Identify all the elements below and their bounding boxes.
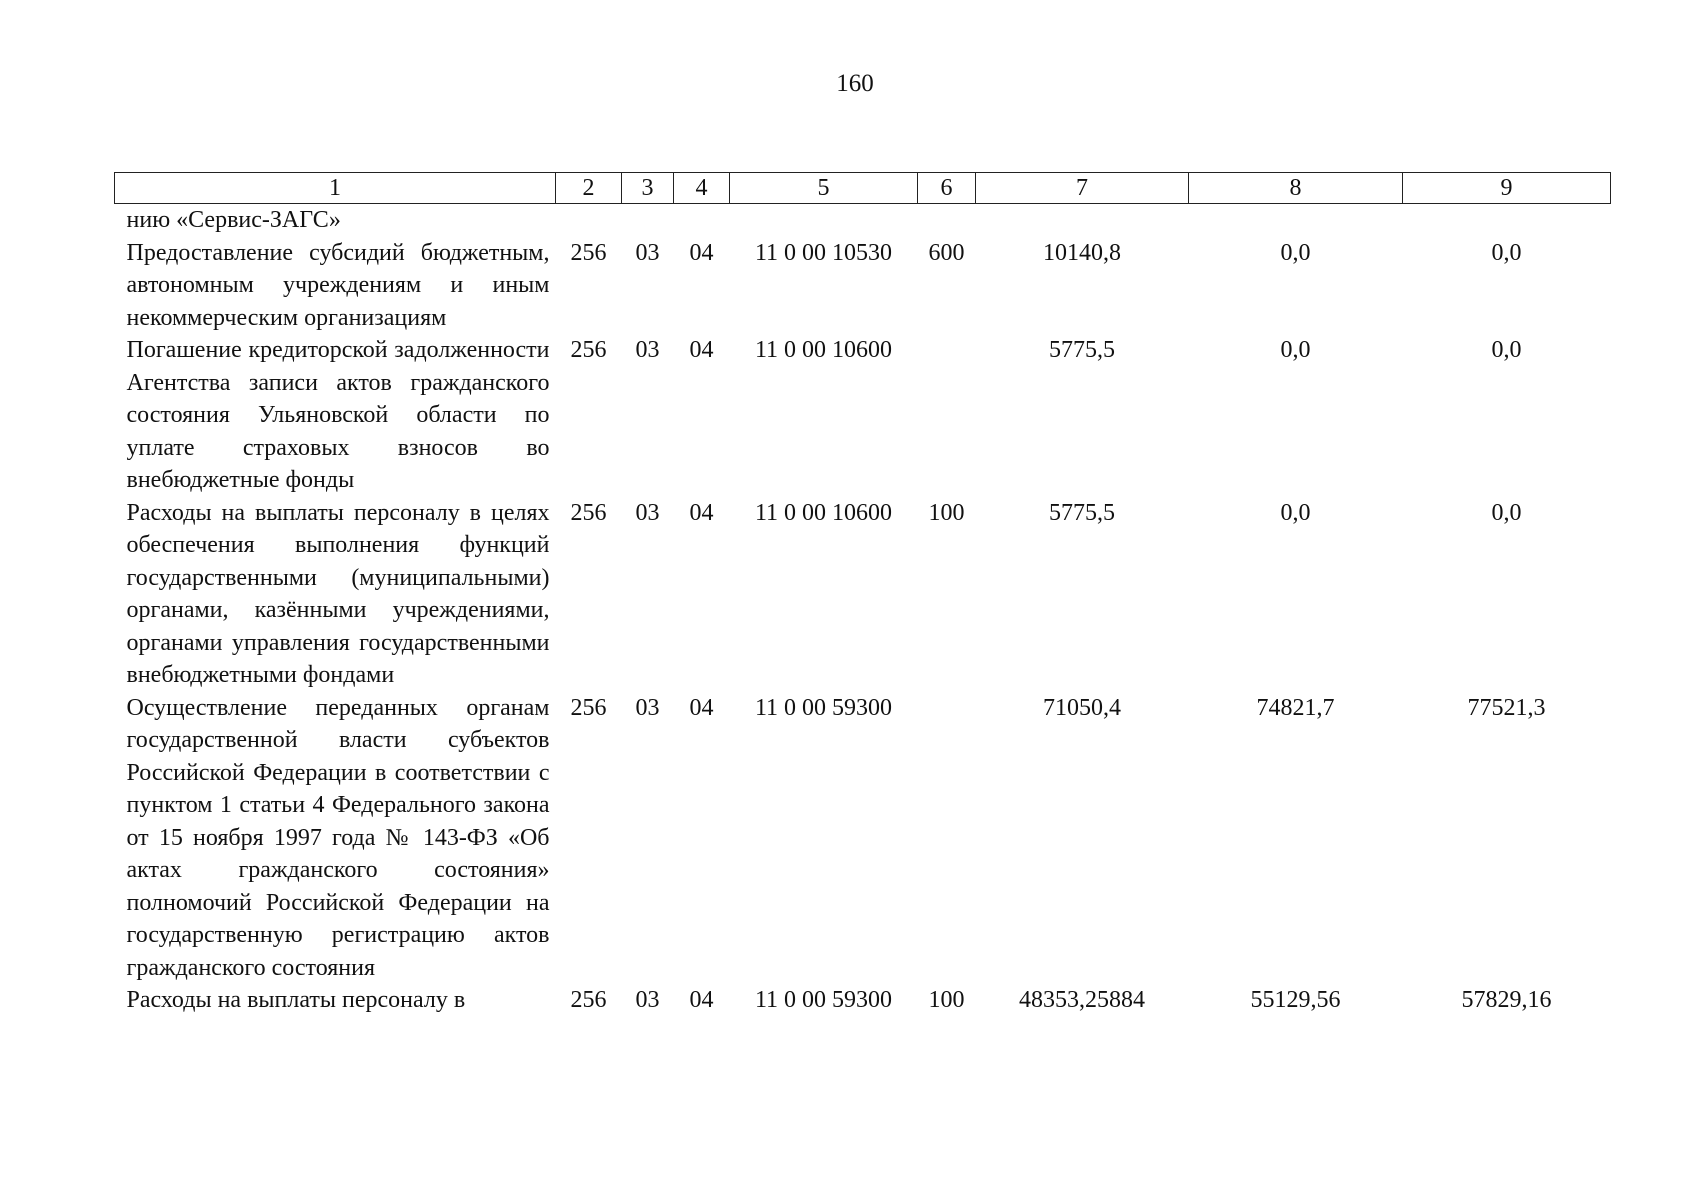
- column-header-9: 9: [1403, 173, 1611, 204]
- column-header-4: 4: [674, 173, 730, 204]
- amount-year-1: [976, 204, 1189, 237]
- amount-year-2: [1189, 204, 1403, 237]
- row-description: Расходы на выплаты персоналу в: [126, 987, 466, 1013]
- admin-code: 256: [570, 694, 607, 721]
- subsection-code: 04: [689, 337, 714, 363]
- expense-type-code: [918, 204, 976, 237]
- target-article-code: 11 0 00 59300: [754, 987, 893, 1013]
- amount-year-1: 5775,5: [1049, 499, 1115, 526]
- target-article-code: 11 0 00 10600: [754, 337, 893, 363]
- row-description: Погашение кредиторской задолженности Агентства записи актов гражданского состояния Ульяновской области по уплате страховых взносов во внебюджетные фонды: [126, 337, 550, 493]
- row-description: Осуществление переданных органам государственной власти субъектов Российской Федерации в соответствии с пунктом 1 статьи 4 Федерального закона от 15 ноября 1997 года № 143-ФЗ «Об актах гражданского состояния» полномочий Российской Федерации на государственную регистрацию актов гражданского состояния: [126, 694, 550, 981]
- subsection-code: 04: [689, 694, 714, 721]
- column-header-5: 5: [730, 173, 918, 204]
- admin-code: [556, 204, 622, 237]
- subsection-code: 04: [689, 987, 714, 1013]
- table-row: [115, 334, 1611, 497]
- expense-type-code: 100: [928, 987, 965, 1013]
- subsection-code: [674, 204, 730, 237]
- amount-year-1: 10140,8: [1043, 239, 1121, 266]
- amount-year-2: 74821,7: [1256, 694, 1335, 721]
- amount-year-2: 55129,56: [1250, 987, 1341, 1013]
- row-description: нию «Сервис-ЗАГС»: [126, 207, 341, 233]
- row-description: Расходы на выплаты персоналу в целях обеспечения выполнения функций государственными (муниципальными) органами, казёнными учреждениями, органами управления государственными внебюджетными фондами: [126, 499, 550, 688]
- table-header-row: [115, 173, 1611, 204]
- amount-year-1: 5775,5: [1049, 337, 1115, 363]
- section-code: 03: [635, 499, 660, 526]
- table-row: [115, 984, 1611, 1017]
- column-header-7: 7: [976, 173, 1189, 204]
- column-header-2: 2: [556, 173, 622, 204]
- section-code: [622, 204, 674, 237]
- admin-code: 256: [570, 499, 607, 526]
- subsection-code: 04: [689, 239, 714, 266]
- admin-code: 256: [570, 239, 607, 266]
- amount-year-3: 0,0: [1491, 337, 1522, 363]
- amount-year-2: 0,0: [1280, 499, 1311, 526]
- section-code: 03: [635, 987, 660, 1013]
- section-code: 03: [635, 239, 660, 266]
- target-article-code: 11 0 00 59300: [754, 694, 893, 721]
- page-number: 160: [836, 70, 874, 97]
- table-row: [115, 692, 1611, 985]
- amount-year-2: 0,0: [1280, 337, 1311, 363]
- table-row: [115, 497, 1611, 692]
- column-header-6: 6: [918, 173, 976, 204]
- admin-code: 256: [570, 987, 607, 1013]
- amount-year-1: 48353,25884: [1019, 987, 1145, 1013]
- target-article-code: 11 0 00 10530: [754, 239, 893, 266]
- expense-type-code: [918, 334, 976, 497]
- column-header-1: 1: [115, 173, 556, 204]
- section-code: 03: [635, 694, 660, 721]
- amount-year-2: 0,0: [1280, 239, 1311, 266]
- amount-year-3: 0,0: [1491, 239, 1522, 266]
- row-description: Предоставление субсидий бюджетным, автономным учреждениям и иным некоммерческим организациям: [126, 239, 550, 331]
- table-row: [115, 204, 1611, 237]
- amount-year-3: 0,0: [1491, 499, 1522, 526]
- amount-year-1: 71050,4: [1043, 694, 1121, 721]
- column-header-8: 8: [1189, 173, 1403, 204]
- expense-type-code: 100: [928, 499, 965, 526]
- expense-type-code: [918, 692, 976, 985]
- expense-type-code: 600: [928, 239, 965, 266]
- column-header-3: 3: [622, 173, 674, 204]
- admin-code: 256: [570, 337, 607, 363]
- section-code: 03: [635, 337, 660, 363]
- amount-year-3: [1403, 204, 1611, 237]
- target-article-code: [730, 204, 918, 237]
- table-row: [115, 237, 1611, 335]
- amount-year-3: 57829,16: [1461, 987, 1552, 1013]
- subsection-code: 04: [689, 499, 714, 526]
- budget-table: [114, 172, 1611, 1017]
- target-article-code: 11 0 00 10600: [754, 499, 893, 526]
- amount-year-3: 77521,3: [1467, 694, 1546, 721]
